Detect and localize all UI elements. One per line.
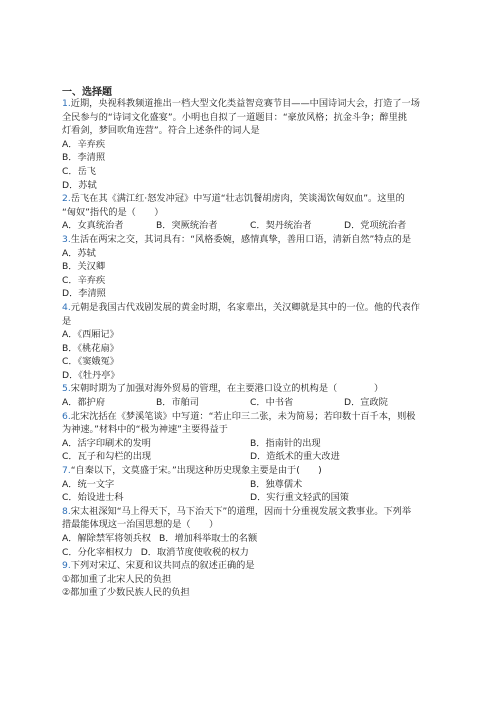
question-8-stem-line: 措最能体现这一治国思想的是（ ） [62,519,219,531]
option-b[interactable]: B．突厥统治者 [156,220,218,232]
question-4-stem-line: 是 [62,315,72,327]
option-a[interactable]: A．苏轼 [62,247,96,259]
options-row [62,450,438,464]
question-8-stem-line [62,505,438,519]
stem-text: 岳飞在其《满江红·怒发冲冠》中写道“壮志饥餐胡虏肉，笑谈渴饮匈奴血”。这里的 [70,193,405,205]
question-1-stem-line: 全民参与的“诗词文化盛宴”。小明也自拟了一道题目：“豪放风格；抗金斗争；醉里挑 [62,111,408,123]
stem-text: 生活在两宋之交，其词具有：“风格委婉，感情真挚，善用口语，清新自然”特点的是 [70,233,412,245]
option-d[interactable]: D．苏轼 [62,179,97,191]
option-a[interactable]: A．统一文字 [62,478,115,490]
option-b[interactable]: B．增加科举取士的名额 [158,533,258,544]
option-d[interactable]: D．取消节度使收税的权力 [140,546,249,558]
option-c[interactable]: C．岳飞 [62,165,96,177]
option-c[interactable]: C．《窦娥冤》 [62,356,119,368]
option-b[interactable]: B．市舶司 [156,397,200,409]
question-6-stem-line [62,410,438,424]
option-a[interactable]: A．解除禁军将领兵权 [62,533,151,544]
question-number: 8. [62,505,71,517]
question-5-stem-line [62,382,438,396]
option-c[interactable]: C．中书省 [250,397,294,409]
option-b[interactable]: B．李清照 [62,152,106,164]
question-9-stem-line [62,559,438,573]
option-a[interactable]: A．《西厢记》 [62,329,119,341]
option-d[interactable]: D．实行重文轻武的国策 [250,492,349,504]
options-row [62,219,438,233]
question-number: 6. [62,410,71,422]
question-number: 9. [62,560,71,572]
question-2-stem-line: “匈奴”指代的是（ ） [62,206,164,218]
question-4-stem-line [62,301,438,315]
option-b[interactable]: B．《桃花扇》 [62,342,119,354]
option-a[interactable]: A．活字印刷术的发明 [62,437,151,449]
option-c[interactable]: C．始设进士科 [62,492,124,504]
question-number: 1. [62,98,71,109]
option-d[interactable]: D．造纸术的重大改进 [250,451,340,463]
stem-text: 下列对宋辽、宋夏和议共同点的叙述正确的是 [70,560,255,572]
option-d[interactable]: D．党项统治者 [344,220,407,232]
question-number: 4. [62,301,71,313]
option-c[interactable]: C．辛弃疾 [62,274,106,286]
question-1-stem-line: 灯看剑，梦回吹角连营”。符合上述条件的词人是 [62,125,260,137]
sub-item-1: ①都加重了北宋人民的负担 [62,573,172,585]
options-row [62,546,438,560]
question-number: 5. [62,383,71,395]
section-title: 一、选择题 [62,87,112,98]
options-row [62,396,438,410]
options-row [62,437,438,451]
option-d[interactable]: D．《牡丹亭》 [62,369,120,381]
stem-text: “自秦以下，文莫盛于宋。”出现这种历史现象主要是由于( ) [70,465,322,477]
stem-text: 元朝是我国古代戏剧发展的黄金时期，名家辈出，关汉卿就是其中的一位。他的代表作 [70,301,420,313]
options-row [62,478,438,492]
question-list [62,97,438,600]
question-number: 2. [62,193,71,205]
option-d[interactable]: D．宣政院 [344,397,388,409]
options-row [62,532,438,546]
question-number: 3. [62,233,71,245]
stem-text: 宋太祖深知“马上得天下，马下治天下”的道理，因而十分重视发展文教事业。下列举 [70,505,412,517]
question-7-stem-line [62,464,438,478]
option-b[interactable]: B．指南针的出现 [250,437,321,449]
option-c[interactable]: C．契丹统治者 [250,220,312,232]
question-3-stem-line [62,233,438,247]
question-number: 7. [62,465,71,477]
option-c[interactable]: C．分化宰相权力 [62,546,133,558]
option-c[interactable]: C．瓦子和勾栏的出现 [62,451,152,463]
question-2-stem-line [62,192,438,206]
stem-text: 北宋沈括在《梦溪笔谈》中写道：“若止印三二张，未为简易；若印数十百千本，则极 [70,410,416,422]
option-d[interactable]: D．李清照 [62,288,106,300]
option-b[interactable]: B．关汉卿 [62,261,106,273]
option-b[interactable]: B．独尊儒术 [250,478,303,490]
stem-text: 宋朝时期为了加强对海外贸易的管理，在主要港口设立的机构是（ ） [70,383,384,395]
options-row [62,491,438,505]
sub-item-2: ②都加重了少数民族人民的负担 [62,587,190,599]
option-a[interactable]: A．都护府 [62,397,106,409]
option-a[interactable]: A．辛弃疾 [62,138,106,150]
stem-text: 近期，央视科教频道推出一档大型文化类益智竞赛节目——中国诗词大会，打造了一场 [70,98,420,109]
question-6-stem-line: 为神速。”材料中的“极为神速”主要得益于 [62,424,228,436]
option-a[interactable]: A．女真统治者 [62,220,124,232]
question-1-stem-line [62,97,438,111]
